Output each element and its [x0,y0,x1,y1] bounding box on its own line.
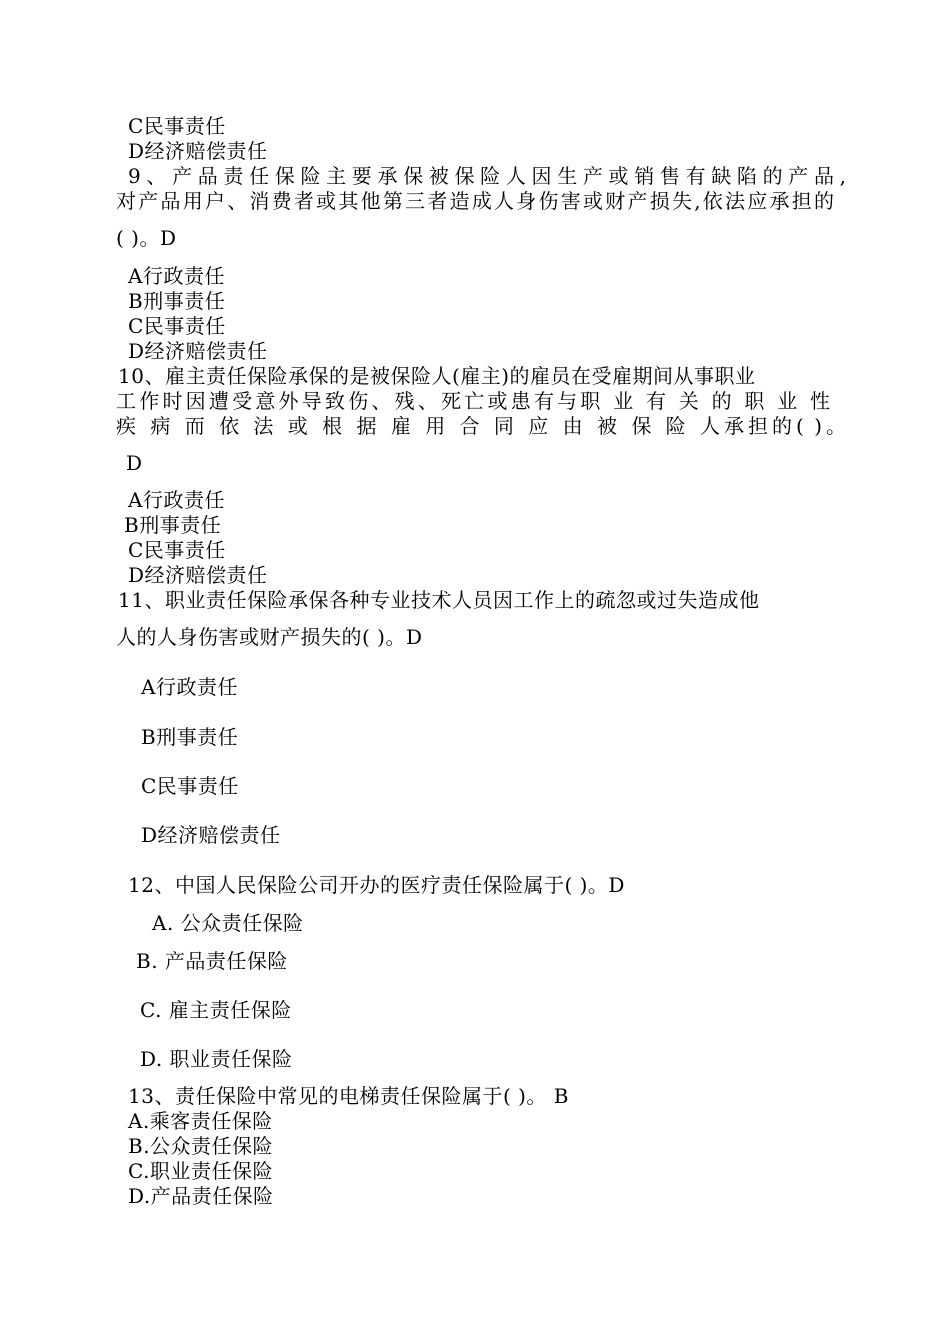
q10-option-b: B刑事责任 [124,513,222,537]
q8-option-c: C民事责任 [128,114,226,138]
q9-option-a: A行政责任 [128,264,225,288]
q10-answer: D [126,451,143,475]
q13-text-line1: 13、责任保险中常见的电梯责任保险属于( )。 B [128,1084,569,1108]
q12-text-line1: 12、中国人民保险公司开办的医疗责任保险属于( )。D [128,873,625,897]
q13-option-a: A.乘客责任保险 [128,1109,273,1133]
q12-option-b: B. 产品责任保险 [136,949,288,973]
q10-option-c: C民事责任 [128,538,226,562]
q13-option-c: C.职业责任保险 [128,1159,273,1183]
q11-option-b: B刑事责任 [141,725,239,749]
q9-text-line3: ( )。D [116,226,177,250]
q13-option-d: D.产品责任保险 [128,1184,274,1208]
q9-text-line2: 对产品用户、消费者或其他第三者造成人身伤害或财产损失,依法应承担的 [116,189,834,213]
q8-option-d: D经济赔偿责任 [128,139,268,163]
q10-text-line2: 工作时因遭受意外导致伤、残、死亡或患有与职 业 有 关 的 职 业 性 [116,389,830,413]
q10-option-a: A行政责任 [128,488,225,512]
q13-option-b: B.公众责任保险 [128,1134,274,1158]
q12-option-a: A. 公众责任保险 [152,911,304,935]
q10-text-line3: 疾 病 而 依 法 或 根 据 雇 用 合 同 应 由 被 保 险 人承担的( )。 [116,414,846,438]
q11-text-line2: 人的人身伤害或财产损失的( )。D [116,625,423,649]
q9-text-line1: 9、产品责任保险主要承保被保险人因生产或销售有缺陷的产品, [128,164,846,188]
q10-text-line1: 10、雇主责任保险承保的是被保险人(雇主)的雇员在受雇期间从事职业 [118,364,756,388]
q9-option-b: B刑事责任 [128,289,226,313]
q9-option-d: D经济赔偿责任 [128,339,268,363]
q11-option-a: A行政责任 [141,675,238,699]
q11-text-line1: 11、职业责任保险承保各种专业技术人员因工作上的疏忽或过失造成他 [118,588,760,612]
q9-option-c: C民事责任 [128,314,226,338]
q11-option-c: C民事责任 [141,774,239,798]
q10-option-d: D经济赔偿责任 [128,563,268,587]
q12-option-d: D. 职业责任保险 [140,1047,293,1071]
q11-option-d: D经济赔偿责任 [141,823,281,847]
q12-option-c: C. 雇主责任保险 [140,998,292,1022]
